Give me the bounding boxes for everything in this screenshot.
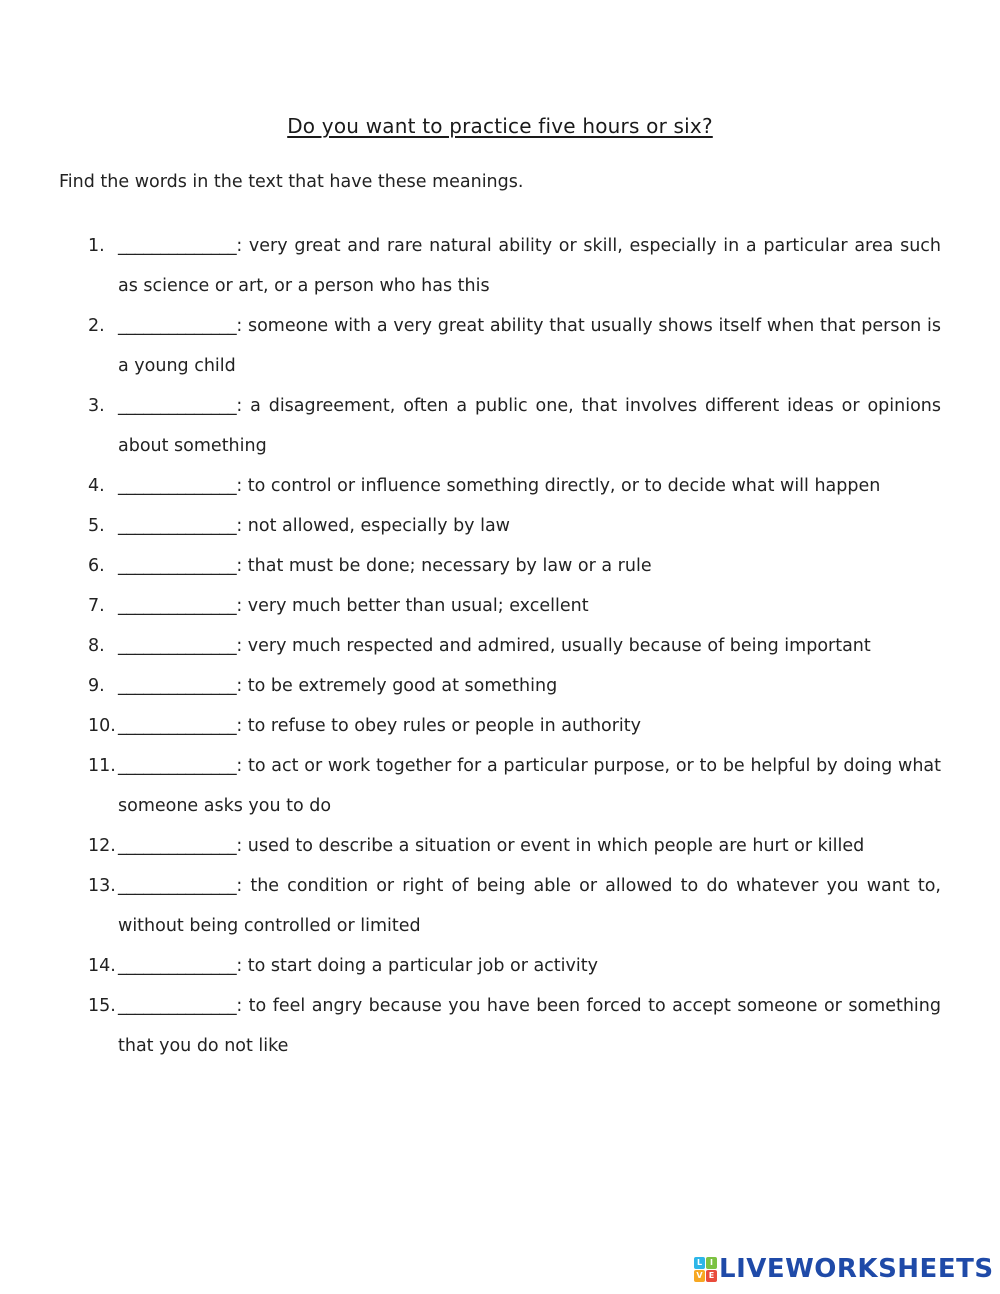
item-body [118, 466, 941, 506]
item-number: 10. [88, 716, 116, 736]
item-definition: : very much respected and admired, usually because of being important [236, 636, 871, 656]
logo-mark-tile: L [694, 1257, 705, 1269]
logo-mark-tile: E [706, 1270, 717, 1282]
item-definition: : to start doing a particular job or activity [236, 956, 598, 976]
item-number: 1. [88, 236, 105, 256]
answer-blank[interactable]: ______________ [118, 716, 237, 736]
item-definition: : that must be done; necessary by law or a rule [236, 556, 652, 576]
item-number: 5. [88, 516, 105, 536]
list-item [88, 746, 941, 826]
item-definition: : to control or influence something directly, or to decide what will happen [236, 476, 881, 496]
logo-text: LIVEWORKSHEETS [719, 1254, 994, 1284]
item-definition: : to be extremely good at something [236, 676, 558, 696]
item-definition: : not allowed, especially by law [236, 516, 510, 536]
item-number: 9. [88, 676, 105, 696]
list-item [88, 986, 941, 1066]
item-definition: : to act or work together for a particular purpose, or to be helpful by doing what someone asks you to do [118, 756, 941, 816]
item-definition: : the condition or right of being able or allowed to do whatever you want to, without being controlled or limited [118, 876, 941, 936]
item-number: 4. [88, 476, 105, 496]
logo-mark-tile: I [706, 1257, 717, 1269]
list-item [88, 586, 941, 626]
list-item [88, 226, 941, 306]
answer-blank[interactable]: ______________ [118, 636, 237, 656]
liveworksheets-logo [694, 1254, 994, 1284]
item-body [118, 826, 941, 866]
item-body [118, 386, 941, 466]
item-definition: : very great and rare natural ability or skill, especially in a particular area such as science or art, or a person who has this [118, 236, 941, 296]
list-item [88, 466, 941, 506]
list-item [88, 306, 941, 386]
list-item [88, 386, 941, 466]
worksheet-title: Do you want to practice five hours or six? [287, 114, 713, 138]
item-body [118, 866, 941, 946]
answer-blank[interactable]: ______________ [118, 876, 237, 896]
item-body [118, 226, 941, 306]
item-number: 12. [88, 836, 116, 856]
item-definition: : a disagreement, often a public one, that involves different ideas or opinions about something [118, 396, 941, 456]
answer-blank[interactable]: ______________ [118, 316, 237, 336]
list-item [88, 866, 941, 946]
list-item [88, 506, 941, 546]
item-body [118, 746, 941, 826]
answer-blank[interactable]: ______________ [118, 836, 237, 856]
item-number: 15. [88, 996, 116, 1016]
item-number: 2. [88, 316, 105, 336]
item-definition: : to refuse to obey rules or people in authority [236, 716, 642, 736]
answer-blank[interactable]: ______________ [118, 556, 237, 576]
item-number: 7. [88, 596, 105, 616]
item-definition: : someone with a very great ability that usually shows itself when that person is a young child [118, 316, 941, 376]
liveworksheets-mark-icon [694, 1257, 717, 1282]
answer-blank[interactable]: ______________ [118, 676, 237, 696]
list-item [88, 626, 941, 666]
item-number: 14. [88, 956, 116, 976]
list-item [88, 946, 941, 986]
item-number: 3. [88, 396, 105, 416]
answer-blank[interactable]: ______________ [118, 236, 237, 256]
answer-blank[interactable]: ______________ [118, 996, 237, 1016]
list-item [88, 706, 941, 746]
list-item [88, 826, 941, 866]
instructions: Find the words in the text that have these meanings. [59, 172, 524, 192]
item-number: 8. [88, 636, 105, 656]
definitions-list [88, 226, 941, 1066]
item-definition: : used to describe a situation or event in which people are hurt or killed [236, 836, 865, 856]
item-body [118, 626, 941, 666]
item-number: 6. [88, 556, 105, 576]
list-item [88, 546, 941, 586]
answer-blank[interactable]: ______________ [118, 596, 237, 616]
item-body [118, 506, 941, 546]
list-item [88, 666, 941, 706]
item-definition: : very much better than usual; excellent [236, 596, 589, 616]
answer-blank[interactable]: ______________ [118, 956, 237, 976]
item-body [118, 306, 941, 386]
answer-blank[interactable]: ______________ [118, 516, 237, 536]
item-body [118, 946, 941, 986]
item-number: 11. [88, 756, 116, 776]
item-body [118, 546, 941, 586]
answer-blank[interactable]: ______________ [118, 476, 237, 496]
item-body [118, 986, 941, 1066]
answer-blank[interactable]: ______________ [118, 756, 237, 776]
answer-blank[interactable]: ______________ [118, 396, 237, 416]
item-number: 13. [88, 876, 116, 896]
item-body [118, 706, 941, 746]
logo-mark-tile: V [694, 1270, 705, 1282]
item-definition: : to feel angry because you have been forced to accept someone or something that you do not like [118, 996, 941, 1056]
item-body [118, 586, 941, 626]
item-body [118, 666, 941, 706]
